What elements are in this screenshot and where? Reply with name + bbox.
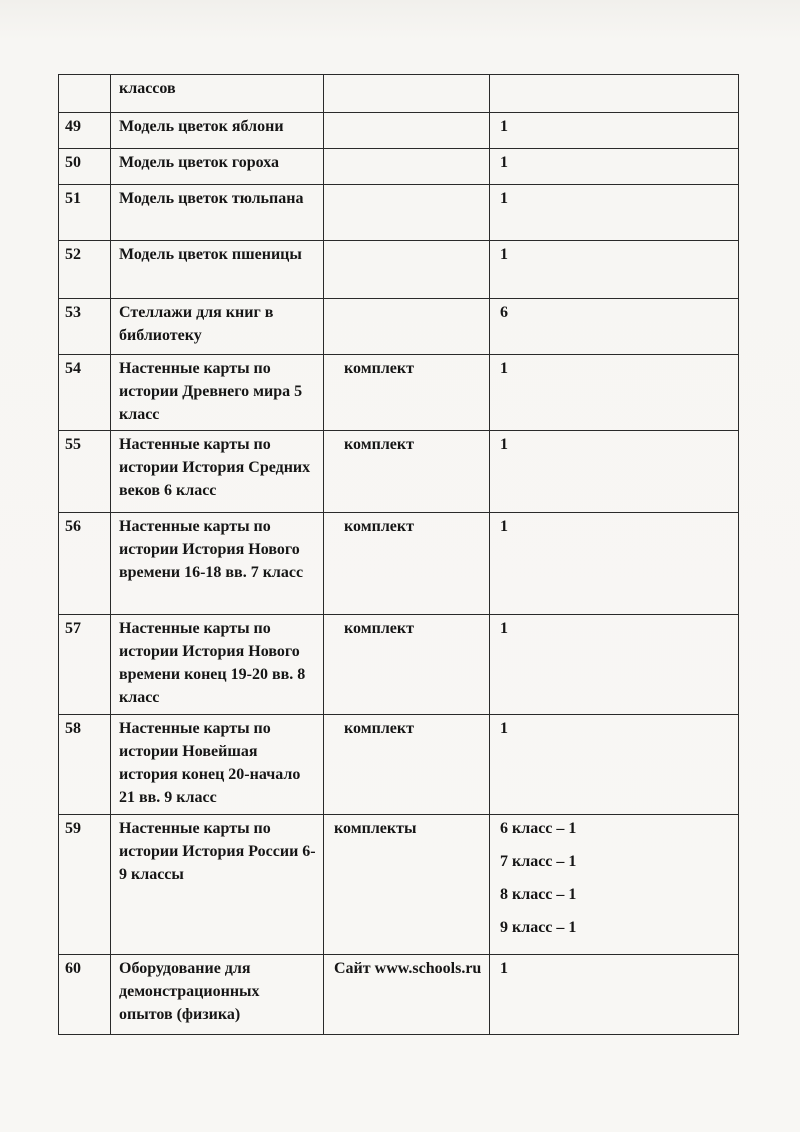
item-name-cell: Модель цветок яблони xyxy=(111,113,324,149)
item-name-cell: Настенные карты по истории История России 6-9 классы xyxy=(111,815,324,955)
unit-cell: Сайт www.schools.ru xyxy=(324,955,490,1035)
unit-cell xyxy=(324,241,490,299)
unit-cell xyxy=(324,299,490,355)
item-name-cell: Настенные карты по истории Древнего мира 5 класс xyxy=(111,355,324,431)
equipment-table xyxy=(58,74,739,1035)
quantity-cell xyxy=(490,955,739,1035)
quantity-cell xyxy=(490,513,739,615)
row-number-cell: 53 xyxy=(59,299,111,355)
item-name-cell: Модель цветок гороха xyxy=(111,149,324,185)
table-row xyxy=(59,431,739,513)
table-row xyxy=(59,185,739,241)
quantity-cell xyxy=(490,113,739,149)
quantity-value: 6 xyxy=(500,304,508,321)
row-number-cell: 52 xyxy=(59,241,111,299)
row-number-cell: 59 xyxy=(59,815,111,955)
equipment-table-container xyxy=(58,74,738,1035)
equipment-table-body xyxy=(59,75,739,1035)
quantity-value: 1 xyxy=(500,960,508,977)
row-number-cell: 56 xyxy=(59,513,111,615)
unit-cell: комплект xyxy=(324,355,490,431)
unit-cell: комплекты xyxy=(324,815,490,955)
unit-cell: комплект xyxy=(324,615,490,715)
unit-cell xyxy=(324,113,490,149)
quantity-value: 1 xyxy=(500,190,508,207)
table-row xyxy=(59,149,739,185)
table-row xyxy=(59,75,739,113)
table-row xyxy=(59,299,739,355)
quantity-value: 1 xyxy=(500,118,508,135)
quantity-cell xyxy=(490,615,739,715)
item-name-cell: Настенные карты по истории История Средних веков 6 класс xyxy=(111,431,324,513)
quantity-cell xyxy=(490,815,739,955)
quantity-value: 1 xyxy=(500,620,508,637)
quantity-value: 1 xyxy=(500,246,508,263)
row-number-cell: 49 xyxy=(59,113,111,149)
item-name-cell: Стеллажи для книг в библиотеку xyxy=(111,299,324,355)
table-row xyxy=(59,955,739,1035)
table-row xyxy=(59,241,739,299)
table-row xyxy=(59,815,739,955)
row-number-cell: 57 xyxy=(59,615,111,715)
quantity-cell xyxy=(490,431,739,513)
row-number-cell: 55 xyxy=(59,431,111,513)
quantity-cell xyxy=(490,75,739,113)
table-row xyxy=(59,513,739,615)
row-number-cell: 58 xyxy=(59,715,111,815)
quantity-cell xyxy=(490,715,739,815)
row-number-cell: 54 xyxy=(59,355,111,431)
item-name-cell: классов xyxy=(111,75,324,113)
unit-cell xyxy=(324,75,490,113)
row-number-cell: 50 xyxy=(59,149,111,185)
item-name-cell: Настенные карты по истории Новейшая история конец 20-начало 21 вв. 9 класс xyxy=(111,715,324,815)
quantity-value: 1 xyxy=(500,154,508,171)
unit-cell: комплект xyxy=(324,513,490,615)
quantity-value: 8 класс – 1 xyxy=(500,886,577,903)
quantity-value: 1 xyxy=(500,436,508,453)
item-name-cell: Оборудование для демонстрационных опытов (физика) xyxy=(111,955,324,1035)
quantity-cell xyxy=(490,299,739,355)
quantity-cell xyxy=(490,241,739,299)
quantity-value: 6 класс – 1 xyxy=(500,820,577,837)
quantity-cell xyxy=(490,149,739,185)
unit-cell: комплект xyxy=(324,715,490,815)
table-row xyxy=(59,615,739,715)
quantity-value: 1 xyxy=(500,720,508,737)
quantity-value: 1 xyxy=(500,360,508,377)
table-row xyxy=(59,355,739,431)
row-number-cell: 60 xyxy=(59,955,111,1035)
unit-cell: комплект xyxy=(324,431,490,513)
unit-cell xyxy=(324,149,490,185)
quantity-value: 9 класс – 1 xyxy=(500,919,577,936)
table-row xyxy=(59,113,739,149)
quantity-cell xyxy=(490,355,739,431)
table-row xyxy=(59,715,739,815)
item-name-cell: Модель цветок тюльпана xyxy=(111,185,324,241)
unit-cell xyxy=(324,185,490,241)
quantity-value: 7 класс – 1 xyxy=(500,853,577,870)
quantity-cell xyxy=(490,185,739,241)
item-name-cell: Настенные карты по истории История Нового времени конец 19-20 вв. 8 класс xyxy=(111,615,324,715)
row-number-cell: 51 xyxy=(59,185,111,241)
item-name-cell: Настенные карты по истории История Нового времени 16-18 вв. 7 класс xyxy=(111,513,324,615)
item-name-cell: Модель цветок пшеницы xyxy=(111,241,324,299)
quantity-value: 1 xyxy=(500,518,508,535)
row-number-cell xyxy=(59,75,111,113)
